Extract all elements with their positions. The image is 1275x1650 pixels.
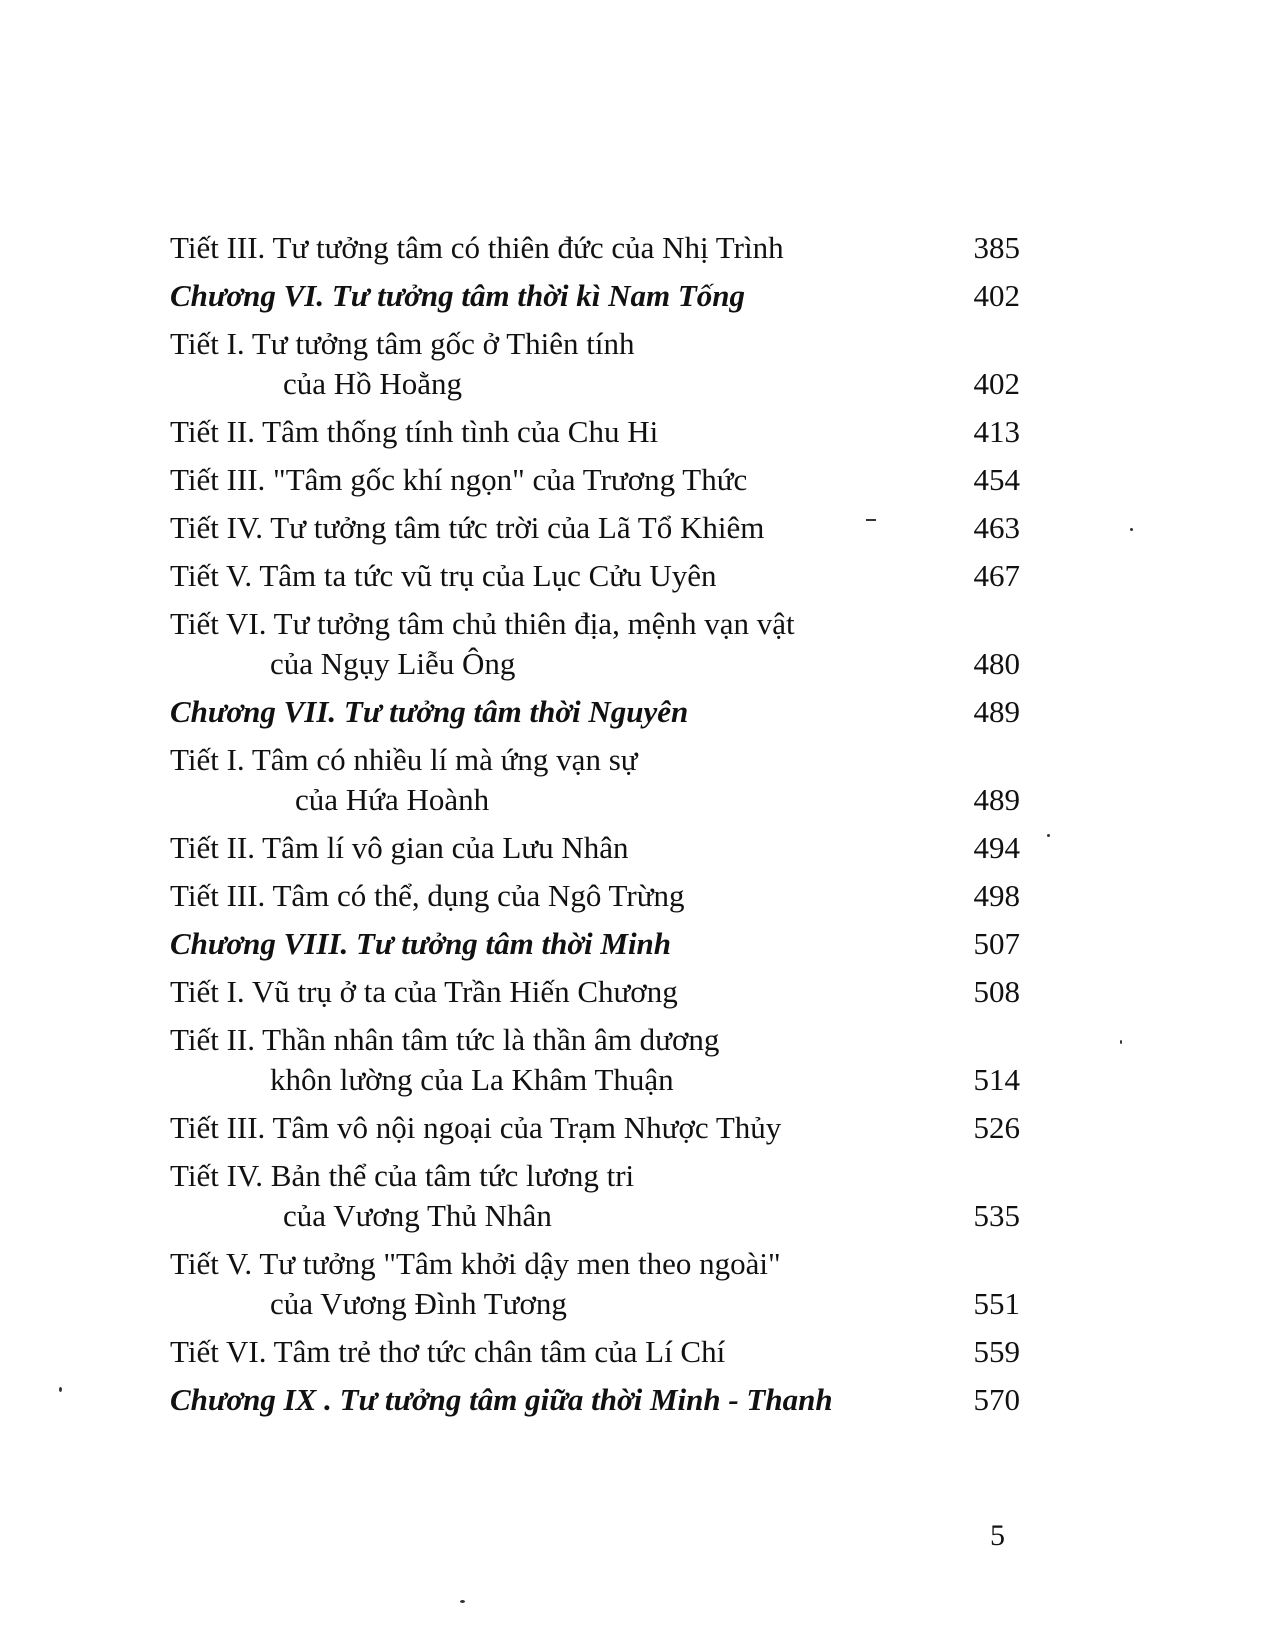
toc-chapter-heading — [170, 924, 1030, 964]
toc-entry — [170, 876, 1030, 916]
table-of-contents — [170, 228, 1030, 1428]
toc-chapter-title: Chương VI. Tư tưởng tâm thời kì Nam Tống — [170, 278, 746, 313]
scan-speck — [1047, 834, 1050, 837]
toc-chapter-title: Chương VII. Tư tưởng tâm thời Nguyên — [170, 694, 689, 729]
toc-entry — [170, 1020, 1030, 1100]
toc-entry-title: Tiết VI. Tâm trẻ thơ tức chân tâm của Lí Chí — [170, 1334, 726, 1369]
scan-speck — [1130, 528, 1133, 531]
toc-page-number: 559 — [973, 1334, 1020, 1369]
toc-page-number: 480 — [973, 646, 1020, 681]
toc-entry-title: Tiết III. Tâm có thể, dụng của Ngô Trừng — [170, 878, 685, 913]
toc-entry — [170, 972, 1030, 1012]
toc-entry-title: Tiết V. Tư tưởng "Tâm khởi dậy men theo ngoài" — [170, 1246, 781, 1281]
toc-entry-title: Tiết III. "Tâm gốc khí ngọn" của Trương Thức — [170, 462, 748, 497]
toc-chapter-heading — [170, 276, 1030, 316]
toc-entry — [170, 1156, 1030, 1236]
toc-page-number: 467 — [973, 558, 1020, 593]
toc-page-number: 402 — [973, 278, 1020, 313]
toc-entry — [170, 412, 1030, 452]
toc-page-number: 413 — [973, 414, 1020, 449]
toc-entry-title: Tiết II. Tâm lí vô gian của Lưu Nhân — [170, 830, 629, 865]
toc-chapter-heading — [170, 1380, 1030, 1420]
toc-page-number: 551 — [973, 1286, 1020, 1321]
toc-chapter-heading — [170, 692, 1030, 732]
toc-entry-title: Tiết I. Vũ trụ ở ta của Trần Hiến Chương — [170, 974, 678, 1009]
toc-page-number: 489 — [973, 782, 1020, 817]
toc-entry — [170, 740, 1030, 820]
toc-entry-title-continuation: của Hứa Hoành — [295, 782, 490, 817]
toc-entry — [170, 460, 1030, 500]
toc-entry-title: Tiết IV. Bản thể của tâm tức lương tri — [170, 1158, 635, 1193]
toc-page-number: 385 — [973, 230, 1020, 265]
toc-entry-title-continuation: của Ngụy Liễu Ông — [270, 646, 516, 681]
toc-page-number: 498 — [973, 878, 1020, 913]
toc-page-number: 402 — [973, 366, 1020, 401]
scan-speck — [59, 1387, 62, 1392]
toc-page-number: 489 — [973, 694, 1020, 729]
toc-entry — [170, 1244, 1030, 1324]
page-number: 5 — [990, 1519, 1005, 1552]
scan-speck — [866, 519, 876, 521]
toc-entry — [170, 508, 1030, 548]
toc-chapter-title: Chương IX . Tư tưởng tâm giữa thời Minh - Thanh — [170, 1382, 833, 1417]
toc-page-number: 454 — [973, 462, 1020, 497]
scan-speck — [460, 1600, 465, 1603]
toc-chapter-title: Chương VIII. Tư tưởng tâm thời Minh — [170, 926, 672, 961]
toc-entry-title-continuation: của Vương Thủ Nhân — [283, 1198, 552, 1233]
toc-entry-title-continuation: khôn lường của La Khâm Thuận — [270, 1062, 674, 1097]
toc-entry — [170, 604, 1030, 684]
toc-entry-title: Tiết V. Tâm ta tức vũ trụ của Lục Cửu Uyên — [170, 558, 717, 593]
toc-entry — [170, 228, 1030, 268]
toc-page-number: 507 — [973, 926, 1020, 961]
toc-page-number: 535 — [973, 1198, 1020, 1233]
toc-entry-title: Tiết III. Tư tưởng tâm có thiên đức của Nhị Trình — [170, 230, 784, 265]
toc-page-number: 494 — [973, 830, 1020, 865]
toc-entry-title: Tiết I. Tư tưởng tâm gốc ở Thiên tính — [170, 326, 635, 361]
toc-entry-title: Tiết IV. Tư tưởng tâm tức trời của Lã Tổ Khiêm — [170, 510, 765, 545]
toc-page-number: 526 — [973, 1110, 1020, 1145]
toc-entry-title: Tiết II. Tâm thống tính tình của Chu Hi — [170, 414, 659, 449]
toc-page-number: 570 — [973, 1382, 1020, 1417]
toc-page-number: 463 — [973, 510, 1020, 545]
toc-entry — [170, 556, 1030, 596]
toc-entry-title: Tiết I. Tâm có nhiều lí mà ứng vạn sự — [170, 742, 638, 777]
toc-page-number: 508 — [973, 974, 1020, 1009]
toc-entry-title: Tiết III. Tâm vô nội ngoại của Trạm Nhược Thủy — [170, 1110, 782, 1145]
toc-entry — [170, 828, 1030, 868]
toc-entry-title: Tiết II. Thần nhân tâm tức là thần âm dương — [170, 1022, 720, 1057]
scan-speck — [1120, 1040, 1122, 1044]
toc-entry — [170, 324, 1030, 404]
toc-entry-title-continuation: của Vương Đình Tương — [270, 1286, 567, 1321]
toc-entry-title: Tiết VI. Tư tưởng tâm chủ thiên địa, mệnh vạn vật — [170, 606, 795, 641]
toc-entry-title-continuation: của Hồ Hoằng — [283, 366, 463, 401]
toc-entry — [170, 1332, 1030, 1372]
toc-page-number: 514 — [973, 1062, 1020, 1097]
toc-entry — [170, 1108, 1030, 1148]
